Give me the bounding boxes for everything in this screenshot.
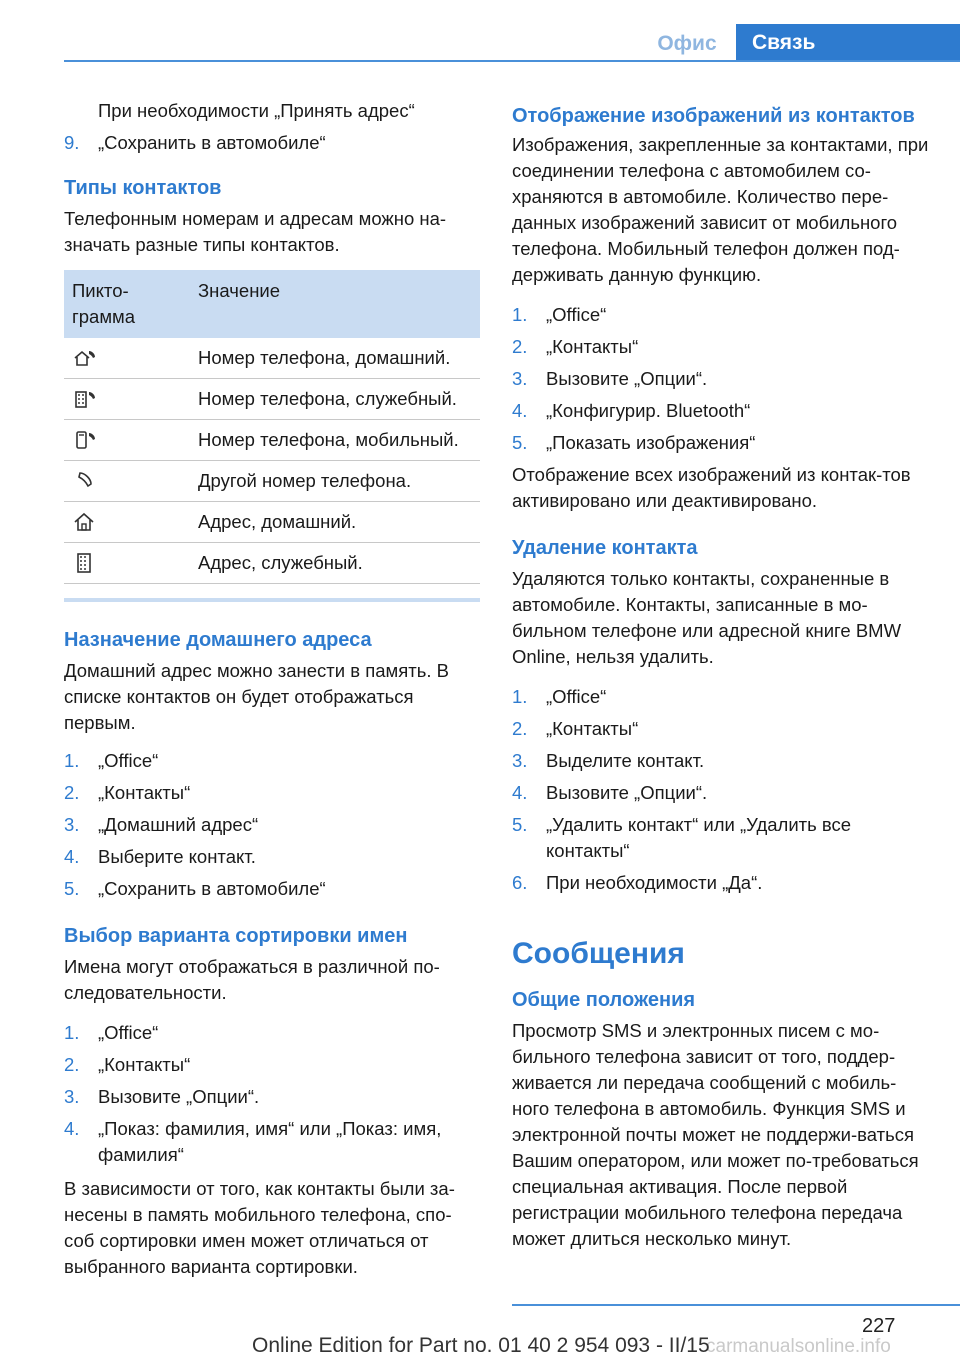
header-rule: [64, 60, 960, 62]
home-phone-icon: [72, 347, 98, 369]
list-text: Вызовите „Опции“.: [98, 1086, 260, 1107]
list-item: [512, 748, 932, 774]
list-text: „Office“: [546, 686, 607, 707]
list-number: 1.: [64, 1022, 80, 1043]
images-after-text: Отображение всех изображений из контак-тов активировано или деактивировано.: [512, 464, 911, 511]
list-item: [64, 1084, 480, 1110]
list-text: „Контакты“: [98, 1054, 191, 1075]
images-steps: [512, 302, 932, 456]
table-cell-value: Номер телефона, домашний.: [190, 338, 480, 379]
list-item: [512, 302, 932, 328]
table-header-icon: Пикто-грамма: [64, 270, 190, 338]
table-cell-value: Адрес, домашний.: [190, 502, 480, 543]
list-item: [512, 684, 932, 710]
list-text: „Office“: [98, 1022, 159, 1043]
list-item: [512, 334, 932, 360]
home-text: Домашний адрес можно занести в память. В списке контактов он будет отображаться первым.: [64, 660, 449, 733]
office-phone-icon: [72, 388, 98, 410]
page-number: 227: [862, 1315, 896, 1337]
section-heading-delete: Удаление контакта: [512, 537, 698, 559]
list-text: „Сохранить в автомобиле“: [98, 132, 326, 153]
table-header-value: Значение: [190, 270, 480, 338]
messages-text: Просмотр SMS и электронных писем с мо-бильного телефона зависит от того, поддер-живается ли передача сообщений с мобиль-ного телефона в автомобиль. Функция SMS и электронной почты может не поддержи-ваться Вашим оператором, или может по-требоваться специальная активация. После первой регистрации мобильного телефона передача может длиться несколько минут.: [512, 1020, 919, 1249]
continued-line: При необходимости „Принять адрес“: [98, 100, 415, 121]
list-text: „Конфигурир. Bluetooth“: [546, 400, 751, 421]
list-number: 3.: [512, 750, 528, 771]
list-item: [512, 870, 932, 896]
list-number: 2.: [512, 336, 528, 357]
list-number: 2.: [64, 782, 80, 803]
list-text: „Контакты“: [546, 336, 639, 357]
delete-text: Удаляются только контакты, сохраненные в автомобиле. Контакты, записанные в мо-бильном телефоне или адресной книге BMW Online, нельзя удалить.: [512, 568, 902, 667]
list-text: Выберите контакт.: [98, 846, 256, 867]
table-cell-value: Номер телефона, мобильный.: [190, 420, 480, 461]
list-item: [64, 844, 480, 870]
list-number: 3.: [512, 368, 528, 389]
chapter-title: Сообщения: [512, 937, 685, 970]
list-text: Выделите контакт.: [546, 750, 705, 771]
table-row: [64, 379, 480, 420]
table-cell-value: Номер телефона, служебный.: [190, 379, 480, 420]
list-text: „Показ: фамилия, имя“ или „Показ: имя, фамилия“: [98, 1118, 442, 1165]
list-text: „Удалить контакт“ или „Удалить все контакты“: [546, 814, 852, 861]
list-text: „Сохранить в автомобиле“: [98, 878, 326, 899]
section-heading-types: Типы контактов: [64, 177, 222, 199]
list-number: 4.: [64, 846, 80, 867]
list-number: 1.: [512, 304, 528, 325]
list-item: [64, 748, 480, 774]
list-text: „Домашний адрес“: [98, 814, 259, 835]
list-number: 4.: [512, 400, 528, 421]
watermark: carmanualsonline.info: [706, 1336, 891, 1357]
table-bottom-rule: [64, 598, 480, 602]
footer-rule: [512, 1304, 960, 1306]
tab-svyaz[interactable]: Связь: [736, 24, 960, 62]
edition-text: Online Edition for Part no. 01 40 2 954 093 - II/15: [252, 1334, 710, 1357]
list-text: „Контакты“: [98, 782, 191, 803]
list-text: Вызовите „Опции“.: [546, 782, 708, 803]
contact-types-table: [64, 270, 480, 584]
list-item: [64, 1020, 480, 1046]
delete-steps: [512, 684, 932, 896]
mobile-phone-icon: [72, 429, 98, 451]
list-item: [64, 876, 480, 902]
table-row: [64, 420, 480, 461]
right-column: [512, 104, 932, 1252]
table-row: [64, 502, 480, 543]
list-text: „Контакты“: [546, 718, 639, 739]
section-heading-sort: Выбор варианта сортировки имен: [64, 925, 408, 947]
home-steps: [64, 748, 480, 902]
list-number: 9.: [64, 132, 80, 153]
list-number: 2.: [512, 718, 528, 739]
list-number: 5.: [512, 814, 528, 835]
list-item: [512, 780, 932, 806]
office-building-icon: [72, 552, 98, 574]
list-number: 4.: [512, 782, 528, 803]
list-number: 1.: [64, 750, 80, 771]
list-text: „Показать изображения“: [546, 432, 756, 453]
list-number: 3.: [64, 814, 80, 835]
list-number: 6.: [512, 872, 528, 893]
list-item: [512, 716, 932, 742]
left-column: [64, 98, 480, 1280]
list-item: [512, 366, 932, 392]
list-number: 4.: [64, 1118, 80, 1139]
list-item: [512, 812, 932, 864]
list-item: [512, 398, 932, 424]
table-row: [64, 338, 480, 379]
sort-steps: [64, 1020, 480, 1168]
list-item: [64, 780, 480, 806]
sort-text: Имена могут отображаться в различной по-следовательности.: [64, 956, 440, 1003]
list-item: [512, 430, 932, 456]
list-text: „Office“: [546, 304, 607, 325]
types-intro: Телефонным номерам и адресам можно на-значать разные типы контактов.: [64, 208, 447, 255]
section-heading-images: Отображение изображений из контактов: [512, 105, 915, 127]
list-number: 3.: [64, 1086, 80, 1107]
sort-after-text: В зависимости от того, как контакты были за-несены в память мобильного телефона, спо-соб сортировки имен может отличаться от выбранного варианта сортировки.: [64, 1178, 455, 1277]
list-text: При необходимости „Да“.: [546, 872, 763, 893]
tab-office[interactable]: Офис: [657, 32, 717, 55]
section-heading-general: Общие положения: [512, 989, 696, 1011]
table-row: [64, 543, 480, 584]
table-cell-value: Другой номер телефона.: [190, 461, 480, 502]
list-number: 2.: [64, 1054, 80, 1075]
home-icon: [72, 511, 98, 533]
list-number: 1.: [512, 686, 528, 707]
list-item: [64, 1116, 480, 1168]
phone-icon: [72, 470, 98, 492]
images-text: Изображения, закрепленные за контактами, при соединении телефона с автомобилем со-храняются в автомобиле. Количество пере-данных изображений зависит от мобильного телефона. Мобильный телефон должен под-держивать данную функцию.: [512, 134, 929, 285]
list-text: Вызовите „Опции“.: [546, 368, 708, 389]
section-heading-home: Назначение домашнего адреса: [64, 629, 372, 651]
list-item: [64, 1052, 480, 1078]
table-cell-value: Адрес, служебный.: [190, 543, 480, 584]
list-number: 5.: [512, 432, 528, 453]
list-item: [64, 812, 480, 838]
table-row: [64, 461, 480, 502]
list-number: 5.: [64, 878, 80, 899]
list-text: „Office“: [98, 750, 159, 771]
list-item: [64, 130, 480, 156]
